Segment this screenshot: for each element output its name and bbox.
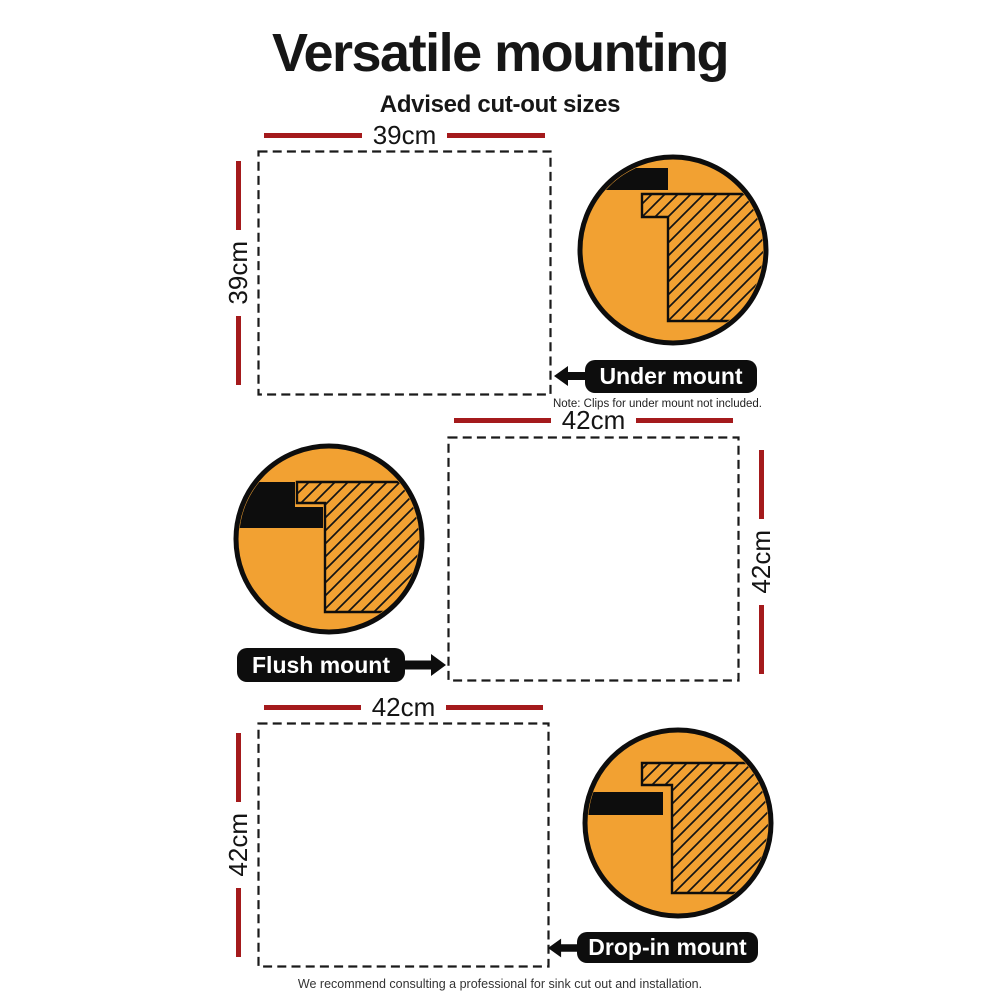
- arrow-right-icon: [404, 654, 446, 676]
- under-mount-note: Note: Clips for under mount not included.: [552, 398, 762, 410]
- footer-disclaimer: We recommend consulting a professional for sink cut out and installation.: [297, 977, 703, 991]
- dimension-line: [236, 888, 241, 957]
- dimension-label: 42cm: [561, 405, 626, 435]
- flush-mount-cross-section-icon: [232, 442, 426, 636]
- dimension-line: [447, 133, 545, 138]
- arrow-left-icon: [548, 938, 577, 958]
- dimension-line: [454, 418, 551, 423]
- under-mount-label: Under mount: [585, 360, 757, 393]
- drop-in-mount-top-dimension: [257, 692, 550, 722]
- page-title: Versatile mounting: [271, 23, 729, 83]
- flush-mount-cutout-square: [447, 436, 740, 682]
- dimension-line: [446, 705, 543, 710]
- dimension-line: [264, 133, 362, 138]
- page-subtitle: Advised cut-out sizes: [379, 91, 621, 118]
- under-mount-top-dimension: [257, 120, 552, 150]
- drop-in-mount-label: Drop-in mount: [577, 932, 758, 963]
- dimension-line: [759, 605, 764, 674]
- flush-mount-top-dimension: [447, 405, 740, 435]
- flush-mount-side-dimension: [737, 450, 785, 674]
- flush-mount-label: Flush mount: [237, 648, 405, 682]
- dimension-line: [264, 705, 361, 710]
- dimension-label: 39cm: [223, 241, 253, 305]
- under-mount-cross-section-icon: [576, 153, 770, 347]
- drop-in-mount-cutout-square: [257, 722, 550, 968]
- under-mount-side-dimension: [214, 161, 262, 385]
- under-mount-cutout-square: [257, 150, 552, 396]
- dimension-label: 42cm: [223, 813, 253, 877]
- arrow-left-icon: [554, 366, 585, 386]
- dimension-line: [236, 316, 241, 385]
- dimension-label: 39cm: [372, 120, 437, 150]
- dimension-label: 42cm: [371, 692, 436, 722]
- dimension-line: [636, 418, 733, 423]
- dimension-line: [236, 733, 241, 802]
- dimension-line: [236, 161, 241, 230]
- drop-in-mount-cross-section-icon: [581, 726, 775, 920]
- dimension-line: [759, 450, 764, 519]
- dimension-label: 42cm: [746, 530, 776, 594]
- drop-in-mount-side-dimension: [214, 733, 262, 957]
